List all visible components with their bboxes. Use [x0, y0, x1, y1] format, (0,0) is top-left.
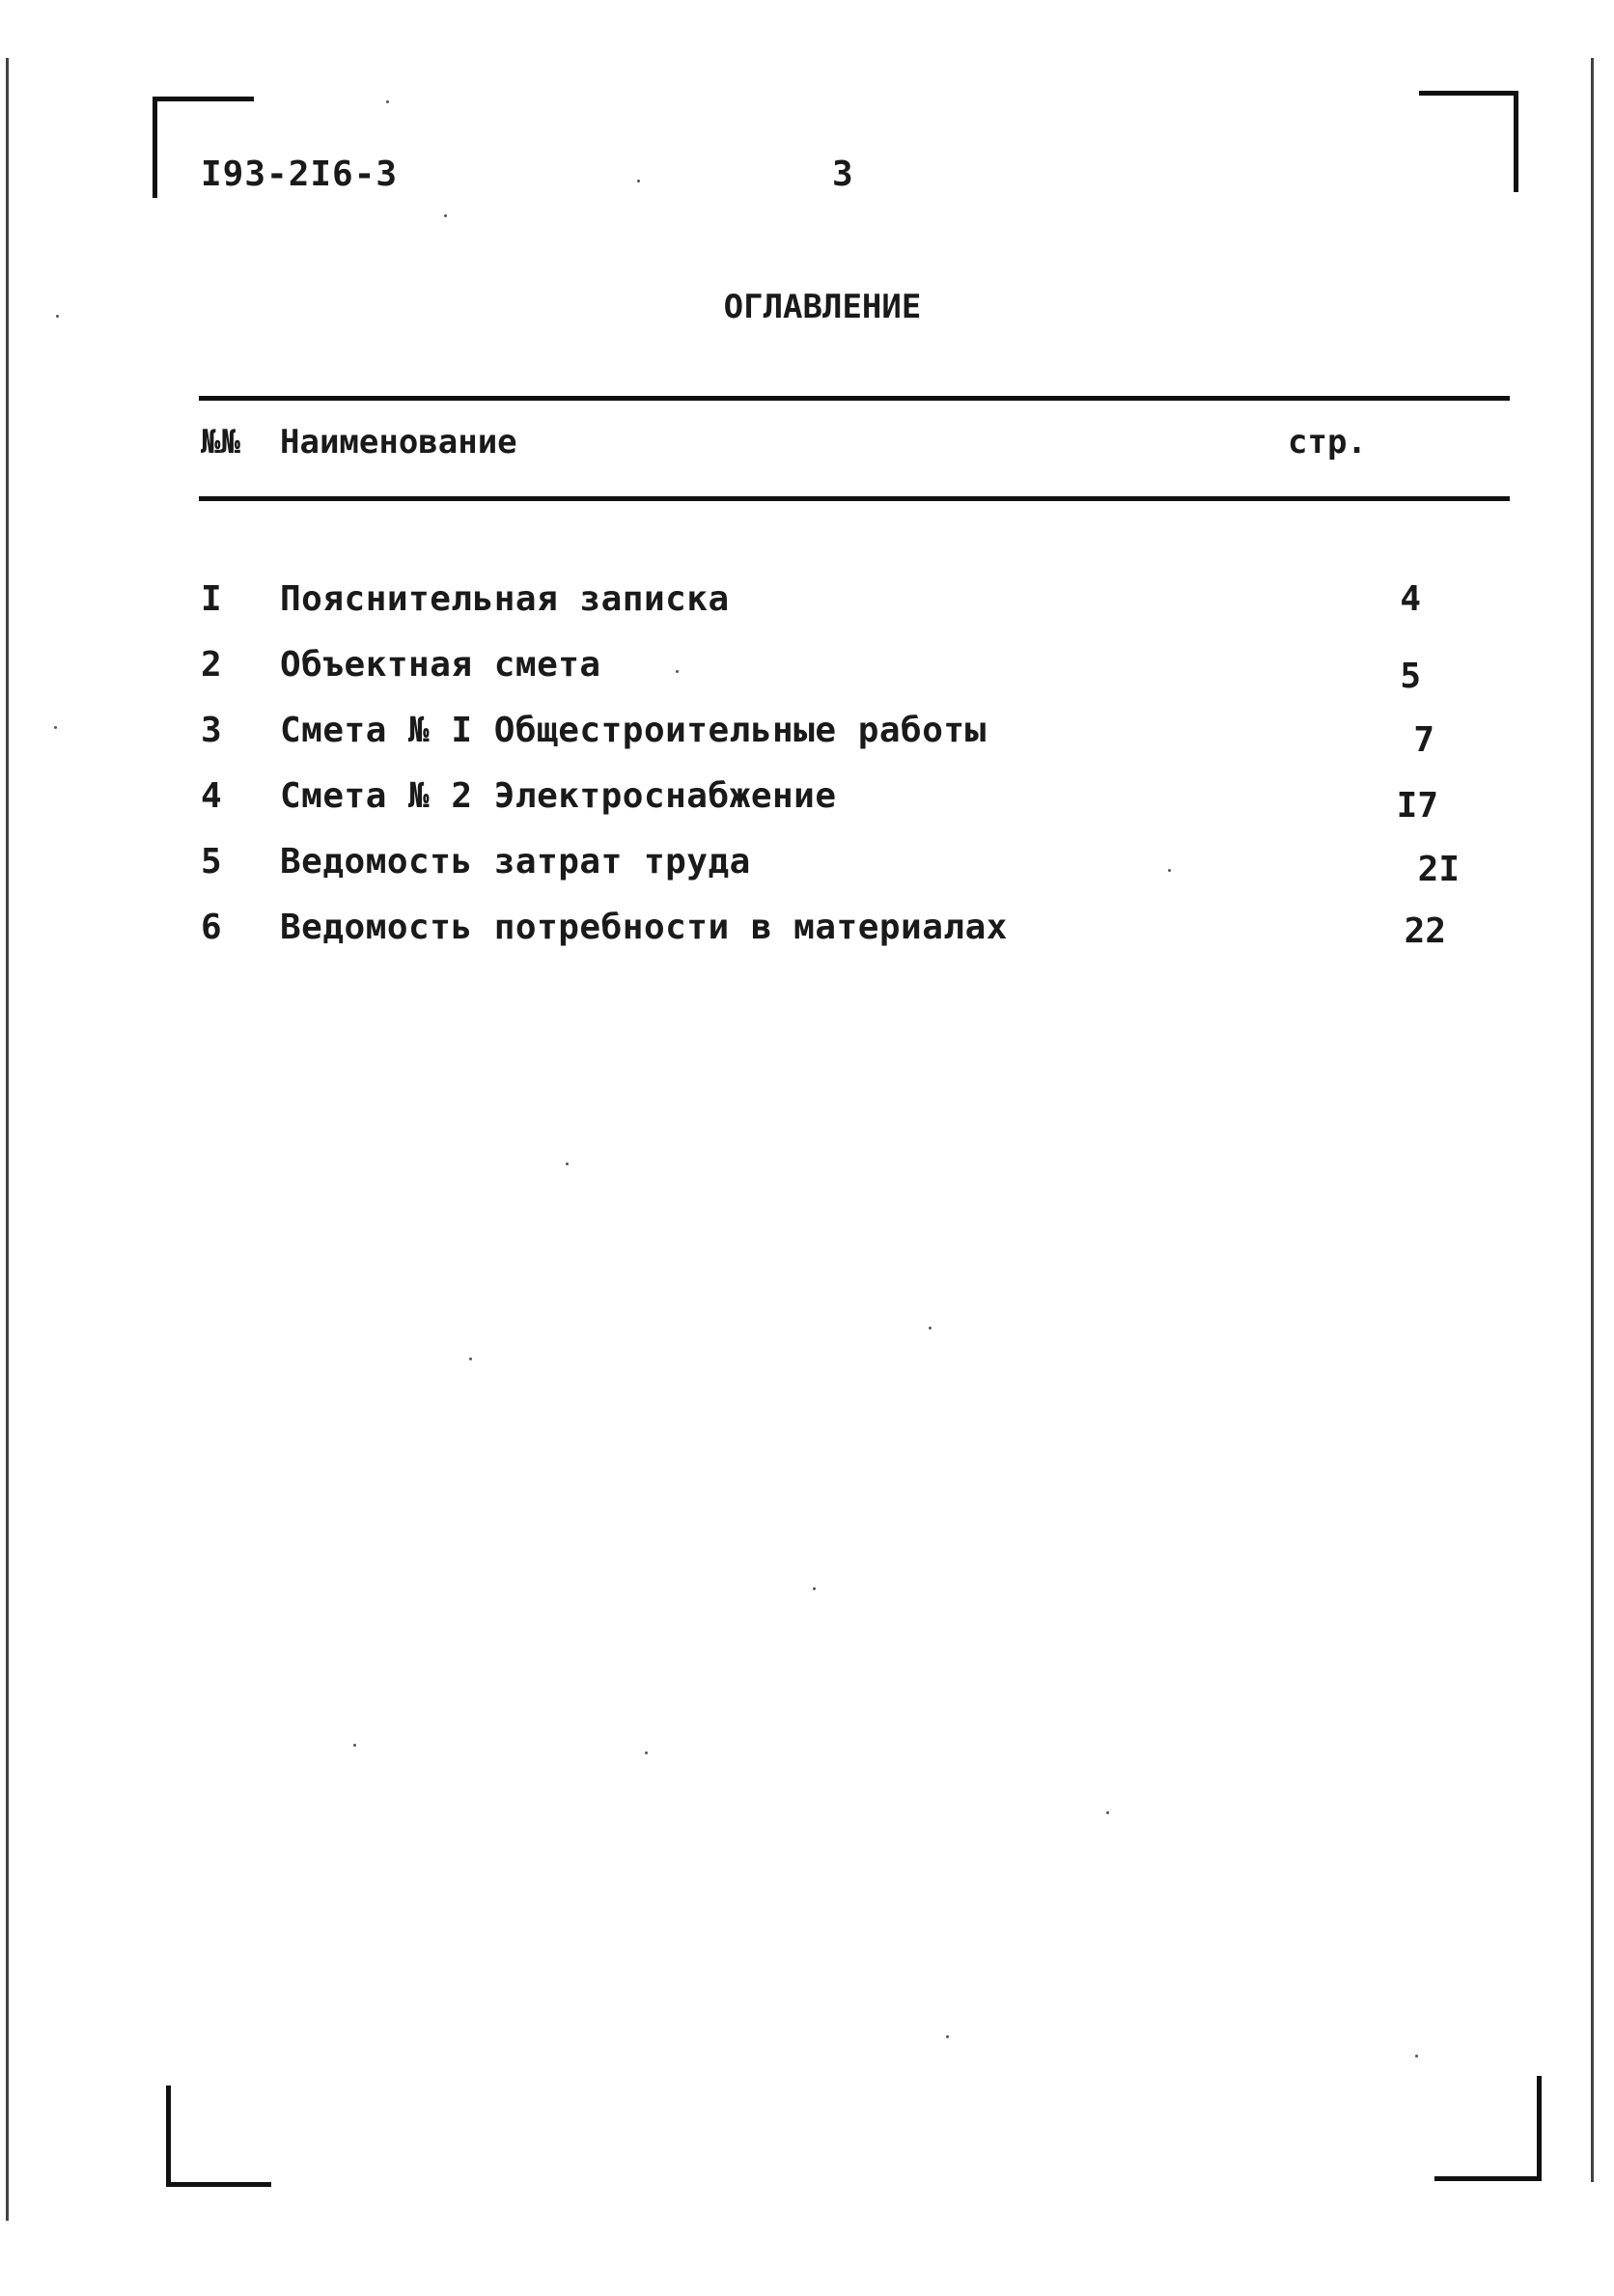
document-code: I93-2I6-3	[201, 154, 399, 194]
toc-row	[0, 645, 1614, 703]
corner-mark-bottom-right	[1434, 2076, 1542, 2181]
toc-row-name: Пояснительная записка	[280, 579, 730, 619]
toc-row	[0, 908, 1614, 966]
toc-row-name: Смета № 2 Электроснабжение	[280, 776, 837, 816]
toc-row-page: 7	[1413, 720, 1434, 760]
scan-speck	[469, 1358, 472, 1360]
toc-row-name: Ведомость затрат труда	[280, 842, 751, 882]
toc-row-number: 3	[201, 711, 222, 750]
toc-row-number: 4	[201, 776, 222, 816]
column-header-number: №№	[201, 423, 240, 462]
scan-speck	[386, 100, 389, 103]
scan-speck	[1106, 1811, 1109, 1814]
scan-speck	[676, 670, 679, 673]
toc-row-page: 22	[1404, 911, 1446, 951]
toc-row-number: I	[201, 579, 222, 619]
toc-row-page: 2I	[1417, 850, 1460, 889]
scan-edge-left	[6, 58, 9, 2221]
scan-speck	[353, 1744, 356, 1747]
scan-edge-right	[1591, 58, 1594, 2182]
scan-speck	[56, 315, 59, 318]
scan-speck	[946, 2035, 949, 2038]
table-rule-top	[199, 396, 1510, 401]
column-header-page: стр.	[1288, 423, 1367, 462]
page-number: 3	[832, 154, 853, 194]
toc-row	[0, 776, 1614, 834]
scan-speck	[1168, 869, 1171, 872]
scan-speck	[637, 180, 640, 182]
toc-row-page: I7	[1396, 786, 1438, 826]
toc-row-number: 2	[201, 645, 222, 685]
toc-title: ОГЛАВЛЕНИЕ	[723, 288, 922, 326]
scan-speck	[566, 1162, 569, 1165]
column-header-name: Наименование	[280, 423, 517, 462]
scan-speck	[444, 214, 447, 217]
toc-row-page: 4	[1400, 579, 1421, 619]
corner-mark-bottom-left	[166, 2086, 271, 2187]
toc-row-name: Ведомость потребности в материалах	[280, 908, 1008, 947]
scan-speck	[1415, 2055, 1418, 2058]
scan-speck	[813, 1587, 816, 1590]
scan-speck	[645, 1751, 648, 1754]
table-rule-bottom	[199, 496, 1510, 501]
toc-row-number: 5	[201, 842, 222, 882]
corner-mark-top-right	[1419, 91, 1518, 192]
toc-row-name: Объектная смета	[280, 645, 601, 685]
toc-row-name: Смета № I Общестроительные работы	[280, 711, 987, 750]
toc-row	[0, 579, 1614, 637]
toc-row	[0, 711, 1614, 769]
toc-row-page: 5	[1400, 657, 1421, 696]
scan-speck	[54, 726, 57, 729]
toc-row-number: 6	[201, 908, 222, 947]
toc-row	[0, 842, 1614, 900]
scan-speck	[929, 1327, 932, 1330]
